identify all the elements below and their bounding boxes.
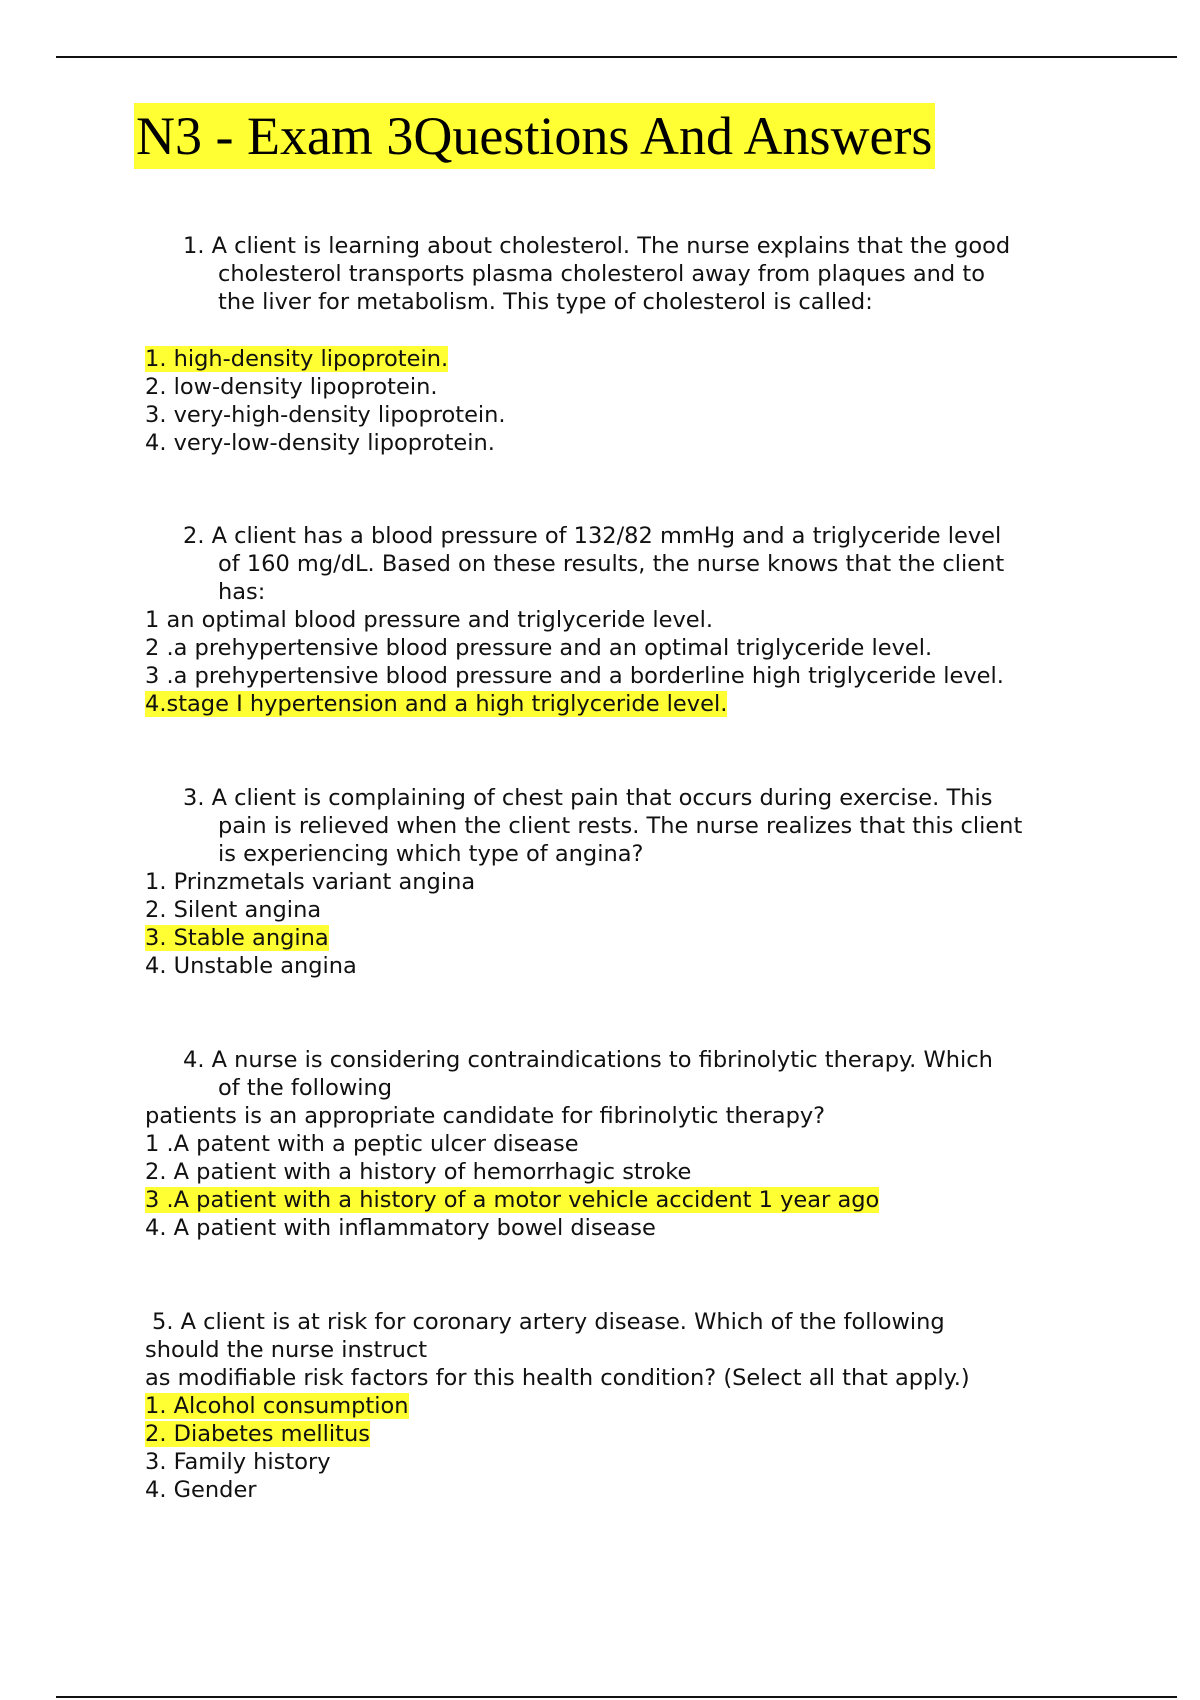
highlighted-answer: 3. Stable angina	[145, 925, 329, 951]
q1-option-4: 4. very-low-density lipoprotein.	[145, 430, 495, 456]
q2-stem-line-2: of 160 mg/dL. Based on these results, the nurse knows that the client	[218, 551, 1005, 577]
highlighted-answer: 1. high-density lipoprotein.	[145, 346, 449, 372]
highlighted-answer: 3 .A patient with a history of a motor vehicle accident 1 year ago	[145, 1187, 880, 1213]
q4-option-3	[145, 1186, 879, 1214]
highlighted-answer: 1. Alcohol consumption	[145, 1393, 409, 1419]
q3-stem-line-1: 3. A client is complaining of chest pain that occurs during exercise. This	[183, 785, 993, 811]
q3-option-3	[145, 924, 329, 952]
q4-option-4: 4. A patient with inflammatory bowel disease	[145, 1215, 656, 1241]
q3-option-4: 4. Unstable angina	[145, 953, 357, 979]
q4-option-2: 2. A patient with a history of hemorrhagic stroke	[145, 1159, 692, 1185]
q3-stem-line-2: pain is relieved when the client rests. The nurse realizes that this client	[218, 813, 1023, 839]
q2-option-2: 2 .a prehypertensive blood pressure and an optimal triglyceride level.	[145, 635, 933, 661]
q2-option-3: 3 .a prehypertensive blood pressure and a borderline high triglyceride level.	[145, 663, 1004, 689]
q5-option-3: 3. Family history	[145, 1449, 331, 1475]
q4-option-1: 1 .A patent with a peptic ulcer disease	[145, 1131, 579, 1157]
bottom-rule	[56, 1696, 1177, 1698]
q5-option-1	[145, 1392, 409, 1420]
highlighted-answer: 4.stage I hypertension and a high triglyceride level.	[145, 691, 728, 717]
q3-option-2: 2. Silent angina	[145, 897, 322, 923]
top-rule	[56, 56, 1177, 58]
q5-option-4: 4. Gender	[145, 1477, 257, 1503]
q5-stem-line-3: as modifiable risk factors for this health condition? (Select all that apply.)	[145, 1365, 970, 1391]
q4-stem-line-2: of the following	[218, 1075, 393, 1101]
q3-option-1: 1. Prinzmetals variant angina	[145, 869, 476, 895]
q4-stem-line-1: 4. A nurse is considering contraindications to fibrinolytic therapy. Which	[183, 1047, 993, 1073]
q5-stem-line-2: should the nurse instruct	[145, 1337, 428, 1363]
q2-option-1: 1 an optimal blood pressure and triglyceride level.	[145, 607, 714, 633]
q5-option-2	[145, 1420, 370, 1448]
q5-stem-line-1: 5. A client is at risk for coronary artery disease. Which of the following	[152, 1309, 945, 1335]
document-title: N3 - Exam 3Questions And Answers	[134, 103, 935, 169]
q1-option-1	[145, 345, 448, 373]
q4-stem-line-3: patients is an appropriate candidate for fibrinolytic therapy?	[145, 1103, 826, 1129]
q1-stem-line-3: the liver for metabolism. This type of cholesterol is called:	[218, 289, 873, 315]
q1-stem-line-2: cholesterol transports plasma cholesterol away from plaques and to	[218, 261, 985, 287]
q3-stem-line-3: is experiencing which type of angina?	[218, 841, 644, 867]
q1-option-2: 2. low-density lipoprotein.	[145, 374, 438, 400]
q2-stem-line-3: has:	[218, 579, 266, 605]
q1-stem-line-1: 1. A client is learning about cholesterol. The nurse explains that the good	[183, 233, 1011, 259]
q1-option-3: 3. very-high-density lipoprotein.	[145, 402, 506, 428]
q2-stem-line-1: 2. A client has a blood pressure of 132/82 mmHg and a triglyceride level	[183, 523, 1002, 549]
q2-option-4	[145, 690, 727, 718]
highlighted-answer: 2. Diabetes mellitus	[145, 1421, 370, 1447]
